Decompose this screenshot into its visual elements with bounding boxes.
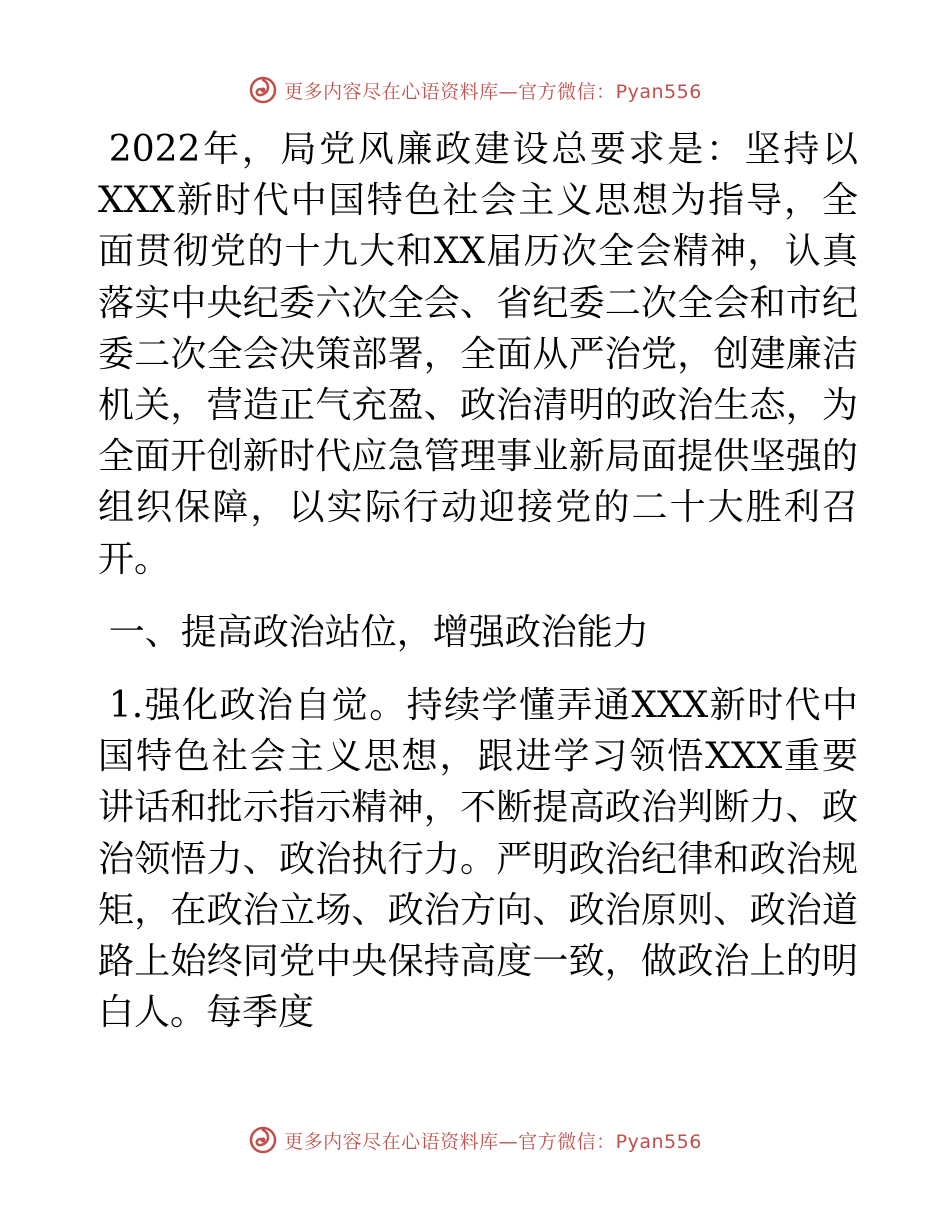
intro-paragraph: 2022年，局党风廉政建设总要求是：坚持以XXX新时代中国特色社会主义思想为指导，全面贯彻党的十九大和XX届历次全会精神，认真落实中央纪委六次全会、省纪委二次全会和市纪委二次全会决策部署，全面从严治党，创建廉洁机关，营造正气充盈、政治清明的政治生态，为全面开创新时代应急管理事业新局面提供坚强的组织保障，以实际行动迎接党的二十大胜利召开。: [98, 129, 858, 580]
watermark-text: 更多内容尽在心语资料库—官方微信：Pyan556: [284, 1130, 702, 1153]
swirl-logo-icon: [248, 75, 278, 105]
swirl-logo-icon: [248, 1125, 278, 1155]
item-paragraph: 1.强化政治自觉。持续学懂弄通XXX新时代中国特色社会主义思想，跟进学习领悟XXX重要讲话和批示指示精神，不断提高政治判断力、政治领悟力、政治执行力。严明政治纪律和政治规矩，在政治立场、政治方向、政治原则、政治道路上始终同党中央保持高度一致，做政治上的明白人。每季度: [98, 685, 858, 1034]
footer-watermark: [0, 1120, 950, 1160]
section-heading: 一、提高政治站位，增强政治能力: [108, 611, 649, 653]
header-watermark: [0, 70, 950, 110]
document-body: [98, 124, 858, 1038]
watermark-text: 更多内容尽在心语资料库—官方微信：Pyan556: [284, 80, 702, 103]
